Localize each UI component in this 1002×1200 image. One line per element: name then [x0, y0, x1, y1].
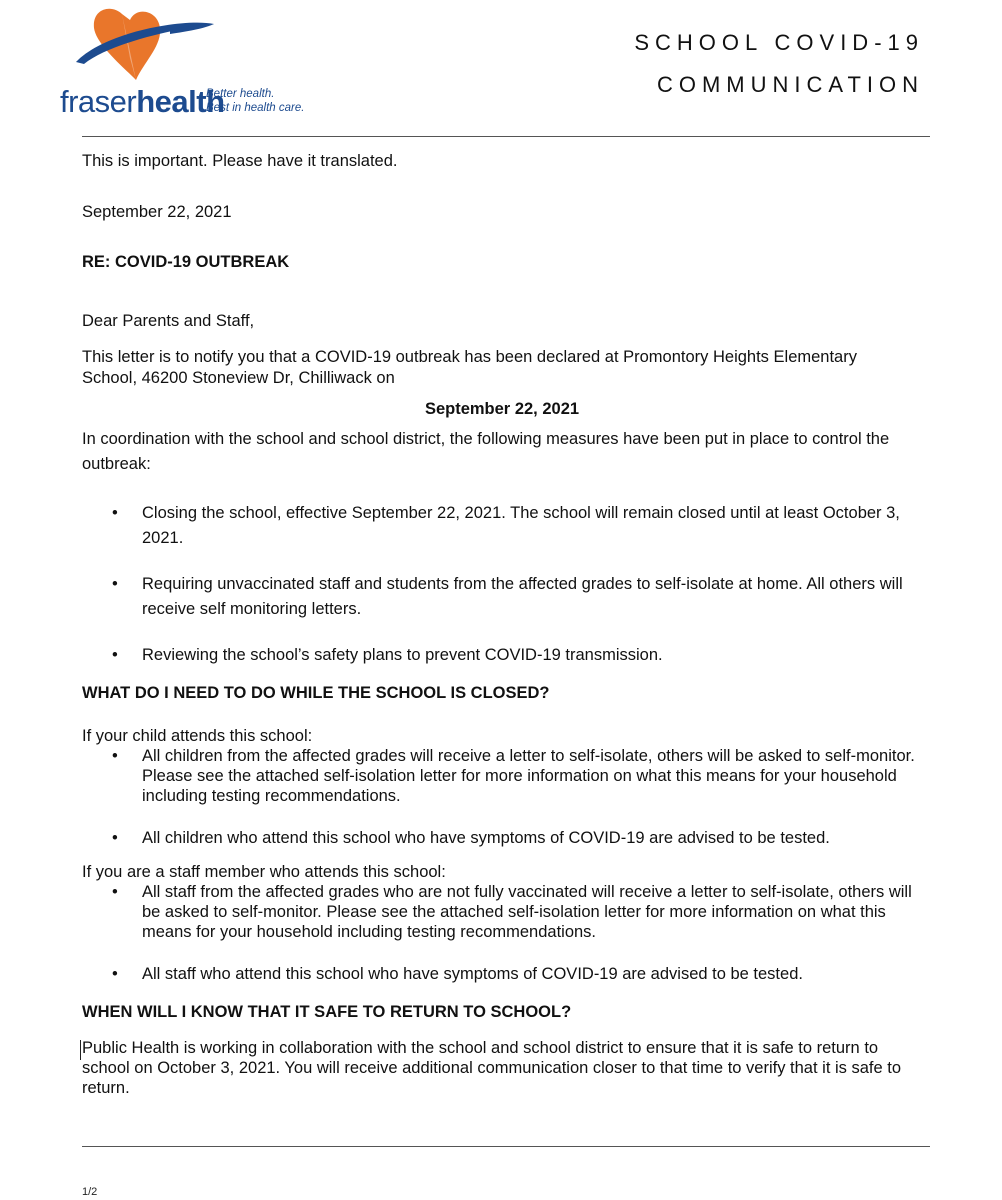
return-paragraph: Public Health is working in collaboration with the school and school district to ensure that it is safe to return to school on October 3, 2021. You will receive additional communication closer to that time to verify that it is safe to return.	[82, 1039, 902, 1097]
logo-tagline	[206, 87, 304, 115]
section-heading-return: WHEN WILL I KNOW THAT IT SAFE TO RETURN TO SCHOOL?	[82, 1003, 572, 1021]
header-divider	[82, 136, 930, 137]
list-item: • All staff who attend this school who have symptoms of COVID-19 are advised to be tested.	[82, 964, 932, 984]
logo-wordmark	[60, 84, 225, 120]
list-item: • Closing the school, effective September 22, 2021. The school will remain closed until at least October 3, 2021.	[82, 501, 912, 551]
re-line: RE: COVID-19 OUTBREAK	[82, 253, 290, 271]
title-line-2: COMMUNICATION	[656, 72, 924, 97]
staff-intro: If you are a staff member who attends this school:	[82, 863, 446, 881]
outbreak-date: September 22, 2021	[424, 400, 580, 418]
measures-intro: In coordination with the school and school district, the following measures have been put in place to control the outbreak:	[82, 430, 890, 473]
title-line-1: SCHOOL COVID-19	[634, 30, 924, 55]
logo-brand-light: fraser	[60, 84, 137, 119]
logo-tagline-1: Better health.	[206, 88, 275, 100]
intro-paragraph: This letter is to notify you that a COVID-19 outbreak has been declared at Promontory Heights Elementary School, 46200 Stoneview Dr, Chilliwack on	[82, 348, 857, 387]
section-heading-closed: WHAT DO I NEED TO DO WHILE THE SCHOOL IS CLOSED?	[82, 684, 550, 702]
fraser-health-logo	[52, 6, 312, 124]
text-cursor	[80, 1040, 81, 1060]
child-intro: If your child attends this school:	[82, 727, 313, 745]
heart-swoosh-logo-icon	[74, 6, 224, 86]
child-list	[82, 746, 932, 848]
logo-brand-bold: health	[136, 84, 225, 119]
letter-body	[82, 150, 932, 1098]
salutation: Dear Parents and Staff,	[82, 312, 255, 330]
letter-date: September 22, 2021	[82, 203, 232, 221]
list-item: • All children who attend this school who have symptoms of COVID-19 are advised to be tested.	[82, 828, 932, 848]
document-title	[634, 22, 924, 106]
list-item: • All staff from the affected grades who are not fully vaccinated will receive a letter to self-isolate, others will be asked to self-monitor. Please see the attached self-isolation letter for more information on what this means for your household including testing recommendations.	[82, 882, 932, 942]
footer-divider	[82, 1146, 930, 1147]
list-item: • Reviewing the school’s safety plans to prevent COVID-19 transmission.	[82, 643, 932, 668]
list-item: • Requiring unvaccinated staff and students from the affected grades to self-isolate at home. All others will receive self monitoring letters.	[82, 572, 912, 622]
page-number: 1/2	[82, 1186, 98, 1198]
list-item: • All children from the affected grades will receive a letter to self-isolate, others will be asked to self-monitor. Please see the attached self-isolation letter for more information on what this means for your household including testing recommendations.	[82, 746, 932, 806]
logo-tagline-2: Best in health care.	[206, 102, 305, 114]
staff-list	[82, 882, 932, 984]
measures-list	[82, 501, 932, 668]
translate-note: This is important. Please have it translated.	[82, 152, 398, 170]
